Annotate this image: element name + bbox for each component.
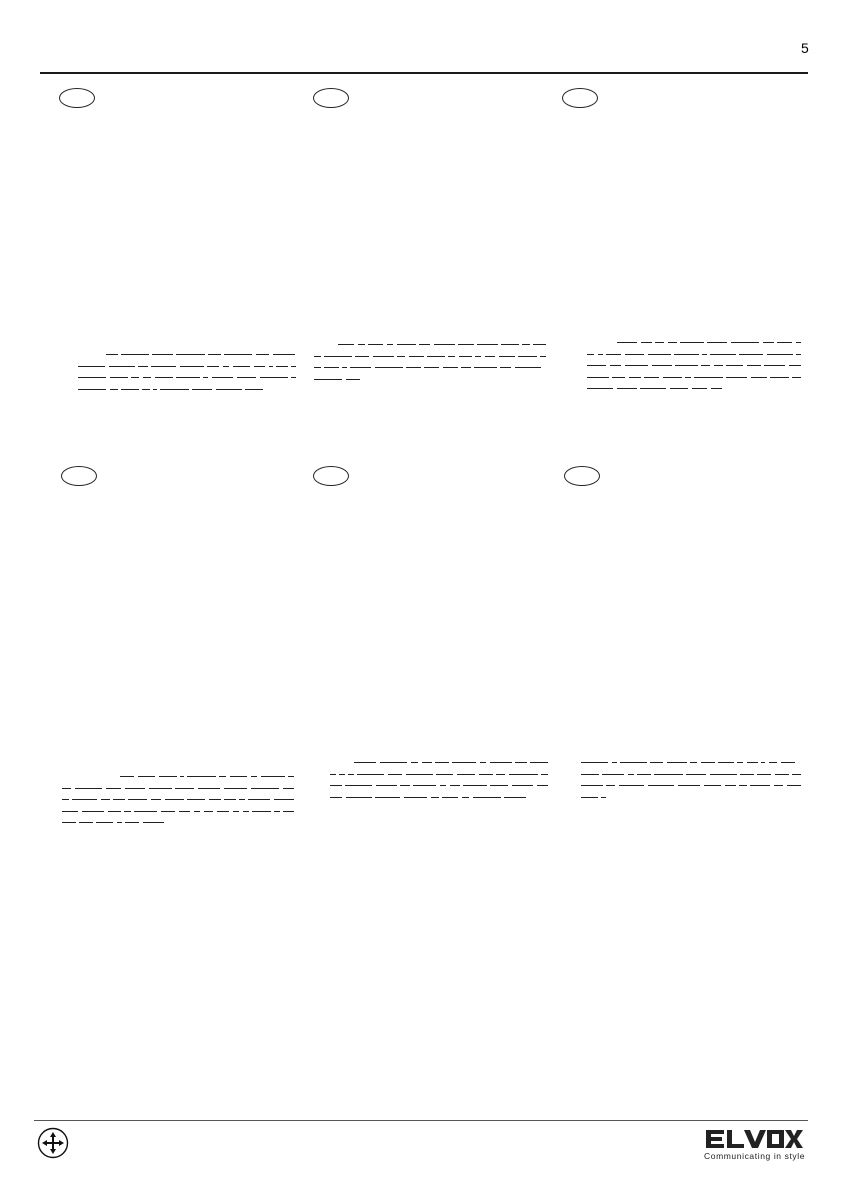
- redacted-word: [230, 776, 247, 777]
- redacted-word: [194, 811, 200, 812]
- redacted-word: [694, 377, 723, 378]
- redacted-word: [151, 799, 161, 800]
- redacted-word: [686, 774, 706, 775]
- redacted-word: [131, 377, 139, 378]
- redacted-word: [224, 788, 247, 789]
- redacted-word: [704, 785, 721, 786]
- redacted-word: [777, 342, 792, 343]
- redacted-word: [739, 785, 747, 786]
- redacted-word: [648, 785, 674, 786]
- redacted-word: [541, 774, 548, 775]
- redacted-word: [606, 354, 621, 355]
- redacted-word: [79, 822, 93, 823]
- redacted-word: [602, 774, 624, 775]
- redacted-word: [637, 774, 651, 775]
- redacted-word: [652, 365, 672, 366]
- compass-cross-icon: [37, 1127, 69, 1159]
- redacted-word: [149, 788, 172, 789]
- redacted-word: [737, 762, 743, 763]
- redacted-word: [740, 774, 754, 775]
- redacted-word: [606, 785, 615, 786]
- redacted-word: [781, 762, 795, 763]
- redacted-word: [373, 356, 394, 357]
- redacted-word: [78, 366, 105, 367]
- redacted-word: [747, 762, 758, 763]
- redacted-word: [462, 797, 469, 798]
- redacted-word: [431, 797, 439, 798]
- section-2-badge: [313, 88, 349, 108]
- redacted-word: [427, 356, 445, 357]
- redacted-word: [533, 344, 546, 345]
- redacted-word: [176, 377, 200, 378]
- redacted-word: [619, 785, 644, 786]
- redacted-word: [397, 356, 405, 357]
- redacted-word: [62, 788, 71, 789]
- redacted-word: [496, 774, 505, 775]
- redacted-word: [769, 762, 777, 763]
- redacted-word: [143, 377, 151, 378]
- redacted-word: [101, 799, 110, 800]
- redacted-word: [134, 811, 157, 812]
- redacted-word: [413, 785, 436, 786]
- redacted-word: [142, 389, 150, 390]
- redacted-word: [537, 785, 548, 786]
- redacted-word: [203, 377, 208, 378]
- redacted-word: [625, 365, 648, 366]
- redacted-word: [726, 377, 747, 378]
- redacted-word: [501, 344, 519, 345]
- redacted-word: [75, 788, 102, 789]
- redacted-word: [375, 367, 403, 368]
- redacted-word: [422, 762, 432, 763]
- redacted-word: [448, 356, 455, 357]
- redacted-word: [612, 377, 625, 378]
- redacted-word: [124, 811, 131, 812]
- redacted-word: [457, 774, 475, 775]
- redacted-word: [138, 776, 155, 777]
- redacted-word: [108, 811, 121, 812]
- section-4-badge: [61, 466, 97, 486]
- redacted-word: [789, 365, 801, 366]
- redacted-word: [739, 354, 763, 355]
- redacted-word: [718, 762, 734, 763]
- redacted-word: [276, 366, 288, 367]
- redacted-word: [78, 377, 106, 378]
- header-rule: [40, 72, 808, 74]
- redacted-word: [598, 354, 603, 355]
- redacted-word: [680, 342, 704, 343]
- redacted-word: [314, 379, 342, 380]
- redacted-word: [219, 776, 226, 777]
- redacted-word: [461, 367, 471, 368]
- redacted-word: [138, 366, 148, 367]
- redacted-word: [179, 811, 190, 812]
- redacted-word: [233, 811, 239, 812]
- redacted-word: [62, 822, 76, 823]
- section-5-badge: [313, 466, 349, 486]
- redacted-word: [463, 785, 487, 786]
- redacted-word: [641, 342, 652, 343]
- redacted-word: [757, 774, 771, 775]
- redacted-word: [254, 366, 265, 367]
- redacted-word: [479, 774, 493, 775]
- redacted-word: [251, 776, 257, 777]
- redacted-word: [248, 799, 270, 800]
- redacted-word: [792, 774, 801, 775]
- redacted-word: [475, 356, 481, 357]
- redacted-word: [208, 354, 221, 355]
- redacted-word: [668, 342, 677, 343]
- redacted-word: [540, 356, 546, 357]
- redacted-word: [125, 788, 145, 789]
- redacted-word: [587, 388, 613, 389]
- redacted-word: [330, 797, 342, 798]
- redacted-word: [291, 366, 296, 367]
- redacted-word: [288, 776, 294, 777]
- redacted-word: [216, 389, 242, 390]
- redacted-word: [348, 774, 354, 775]
- redacted-word: [644, 377, 659, 378]
- redacted-word: [512, 785, 533, 786]
- redacted-word: [424, 367, 439, 368]
- redacted-word: [330, 785, 342, 786]
- redacted-word: [775, 774, 789, 775]
- redacted-word: [587, 354, 594, 355]
- redacted-word: [655, 342, 664, 343]
- elvox-wordmark-icon: [704, 1128, 804, 1150]
- redacted-word: [434, 344, 455, 345]
- redacted-word: [617, 342, 637, 343]
- redacted-word: [620, 762, 647, 763]
- redacted-word: [678, 785, 700, 786]
- redacted-word: [217, 811, 229, 812]
- redacted-word: [251, 788, 279, 789]
- redacted-word: [400, 785, 410, 786]
- redacted-word: [376, 785, 397, 786]
- redacted-word: [342, 367, 347, 368]
- redacted-word: [612, 762, 617, 763]
- redacted-word: [435, 762, 449, 763]
- redacted-word: [761, 762, 765, 763]
- redacted-word: [474, 367, 497, 368]
- redacted-word: [274, 799, 294, 800]
- redacted-word: [153, 389, 157, 390]
- redacted-word: [726, 365, 743, 366]
- redacted-word: [239, 799, 245, 800]
- redacted-word: [121, 389, 139, 390]
- redacted-word: [685, 377, 691, 378]
- redacted-word: [152, 354, 173, 355]
- redacted-word: [198, 788, 220, 789]
- redacted-word: [209, 799, 221, 800]
- redacted-word: [159, 776, 177, 777]
- redacted-word: [443, 367, 458, 368]
- redacted-word: [261, 776, 285, 777]
- redacted-word: [357, 774, 384, 775]
- redacted-word: [387, 344, 393, 345]
- redacted-word: [670, 388, 688, 389]
- redacted-word: [480, 762, 486, 763]
- redacted-word: [245, 389, 263, 390]
- redacted-word: [452, 762, 476, 763]
- redacted-word: [324, 367, 339, 368]
- redacted-word: [628, 774, 634, 775]
- redacted-word: [161, 811, 175, 812]
- redacted-word: [587, 377, 609, 378]
- redacted-word: [125, 822, 139, 823]
- redacted-word: [406, 367, 421, 368]
- redacted-word: [450, 785, 460, 786]
- redacted-word: [629, 377, 641, 378]
- redacted-word: [581, 774, 599, 775]
- redacted-word: [530, 762, 548, 763]
- redacted-word: [442, 797, 458, 798]
- redacted-word: [346, 379, 360, 380]
- redacted-word: [751, 377, 767, 378]
- redacted-word: [617, 388, 637, 389]
- redacted-word: [113, 799, 125, 800]
- redacted-word: [406, 774, 433, 775]
- redacted-word: [273, 354, 295, 355]
- redacted-word: [763, 342, 774, 343]
- redacted-word: [581, 797, 598, 798]
- redacted-word: [515, 367, 541, 368]
- redacted-word: [409, 356, 424, 357]
- redacted-word: [711, 388, 722, 389]
- redacted-word: [117, 822, 122, 823]
- redacted-word: [725, 785, 736, 786]
- redacted-word: [701, 762, 715, 763]
- redacted-word: [459, 356, 472, 357]
- redacted-word: [375, 797, 400, 798]
- redacted-word: [663, 377, 682, 378]
- redacted-word: [522, 344, 530, 345]
- redacted-word: [601, 797, 606, 798]
- redacted-word: [120, 776, 134, 777]
- redacted-word: [151, 366, 176, 367]
- redacted-word: [581, 785, 603, 786]
- redacted-word: [180, 776, 184, 777]
- redacted-word: [650, 762, 663, 763]
- redacted-word: [701, 365, 710, 366]
- redacted-word: [473, 797, 501, 798]
- redacted-word: [764, 365, 785, 366]
- redacted-word: [500, 367, 511, 368]
- redacted-word: [106, 788, 121, 789]
- redacted-word: [180, 366, 204, 367]
- redacted-word: [121, 354, 149, 355]
- redacted-word: [436, 774, 453, 775]
- redacted-word: [324, 356, 352, 357]
- redacted-word: [368, 344, 383, 345]
- redacted-word: [224, 799, 236, 800]
- redacted-word: [354, 762, 376, 763]
- redacted-word: [175, 788, 194, 789]
- section-6-badge: [564, 466, 600, 486]
- redacted-word: [338, 344, 354, 345]
- redacted-word: [796, 342, 801, 343]
- footer-rule: [34, 1120, 808, 1121]
- redacted-word: [767, 354, 793, 355]
- redacted-word: [504, 797, 526, 798]
- redacted-word: [692, 388, 707, 389]
- redacted-word: [82, 811, 104, 812]
- redacted-word: [675, 365, 698, 366]
- redacted-word: [96, 822, 113, 823]
- redacted-word: [485, 356, 495, 357]
- redacted-word: [291, 377, 296, 378]
- redacted-word: [714, 365, 723, 366]
- redacted-word: [581, 762, 608, 763]
- redacted-word: [110, 377, 128, 378]
- redacted-word: [458, 344, 474, 345]
- redacted-word: [625, 354, 644, 355]
- redacted-word: [610, 365, 621, 366]
- redacted-word: [283, 788, 294, 789]
- redacted-word: [770, 377, 789, 378]
- redacted-word: [404, 797, 427, 798]
- redacted-word: [747, 365, 761, 366]
- redacted-word: [62, 811, 78, 812]
- redacted-word: [252, 811, 271, 812]
- redacted-word: [792, 377, 801, 378]
- redacted-word: [648, 354, 671, 355]
- redacted-word: [237, 377, 256, 378]
- redacted-word: [345, 785, 372, 786]
- redacted-word: [109, 366, 135, 367]
- redacted-word: [796, 354, 801, 355]
- redacted-word: [587, 365, 606, 366]
- redacted-word: [160, 389, 189, 390]
- redacted-word: [499, 356, 515, 357]
- redacted-word: [187, 799, 205, 800]
- redacted-word: [187, 776, 216, 777]
- redacted-word: [787, 785, 801, 786]
- redacted-word: [223, 366, 229, 367]
- redacted-word: [269, 366, 273, 367]
- redacted-word: [110, 389, 118, 390]
- section-1-badge: [59, 88, 95, 108]
- redacted-word: [106, 354, 118, 355]
- page-number: 5: [801, 40, 809, 56]
- redacted-word: [419, 344, 430, 345]
- redacted-word: [155, 377, 173, 378]
- redacted-word: [411, 762, 418, 763]
- redacted-word: [674, 354, 699, 355]
- redacted-word: [204, 811, 213, 812]
- redacted-word: [346, 797, 372, 798]
- redacted-word: [654, 774, 683, 775]
- redacted-word: [358, 344, 365, 345]
- redacted-word: [380, 762, 407, 763]
- redacted-word: [640, 388, 666, 389]
- redacted-word: [490, 762, 512, 763]
- redacted-word: [314, 367, 321, 368]
- redacted-word: [78, 389, 106, 390]
- redacted-word: [388, 774, 402, 775]
- redacted-word: [176, 354, 205, 355]
- redacted-word: [710, 774, 737, 775]
- redacted-word: [518, 356, 537, 357]
- redacted-word: [440, 785, 446, 786]
- section-3-badge: [562, 88, 598, 108]
- redacted-word: [72, 799, 97, 800]
- redacted-word: [707, 342, 727, 343]
- redacted-word: [731, 342, 759, 343]
- redacted-word: [355, 356, 369, 357]
- redacted-word: [224, 354, 252, 355]
- redacted-word: [330, 774, 336, 775]
- redacted-word: [397, 344, 416, 345]
- redacted-word: [702, 354, 707, 355]
- redacted-word: [339, 774, 345, 775]
- redacted-word: [690, 762, 697, 763]
- redacted-word: [233, 366, 250, 367]
- redacted-word: [62, 799, 69, 800]
- redacted-word: [710, 354, 736, 355]
- redacted-word: [207, 366, 219, 367]
- redacted-word: [256, 354, 269, 355]
- redacted-word: [128, 799, 147, 800]
- redacted-word: [667, 762, 687, 763]
- redacted-word: [243, 811, 249, 812]
- redacted-word: [283, 811, 294, 812]
- redacted-word: [490, 785, 508, 786]
- redacted-word: [509, 774, 538, 775]
- elvox-logo: [704, 1128, 804, 1162]
- redacted-word: [477, 344, 498, 345]
- redacted-word: [314, 356, 321, 357]
- redacted-word: [260, 377, 288, 378]
- redacted-word: [350, 367, 371, 368]
- redacted-word: [143, 822, 164, 823]
- redacted-word: [515, 762, 527, 763]
- redacted-word: [750, 785, 770, 786]
- redacted-word: [165, 799, 184, 800]
- logo-tagline: Communicating in style: [704, 1151, 806, 1161]
- redacted-word: [192, 389, 212, 390]
- redacted-word: [274, 811, 280, 812]
- redacted-word: [774, 785, 783, 786]
- redacted-word: [212, 377, 233, 378]
